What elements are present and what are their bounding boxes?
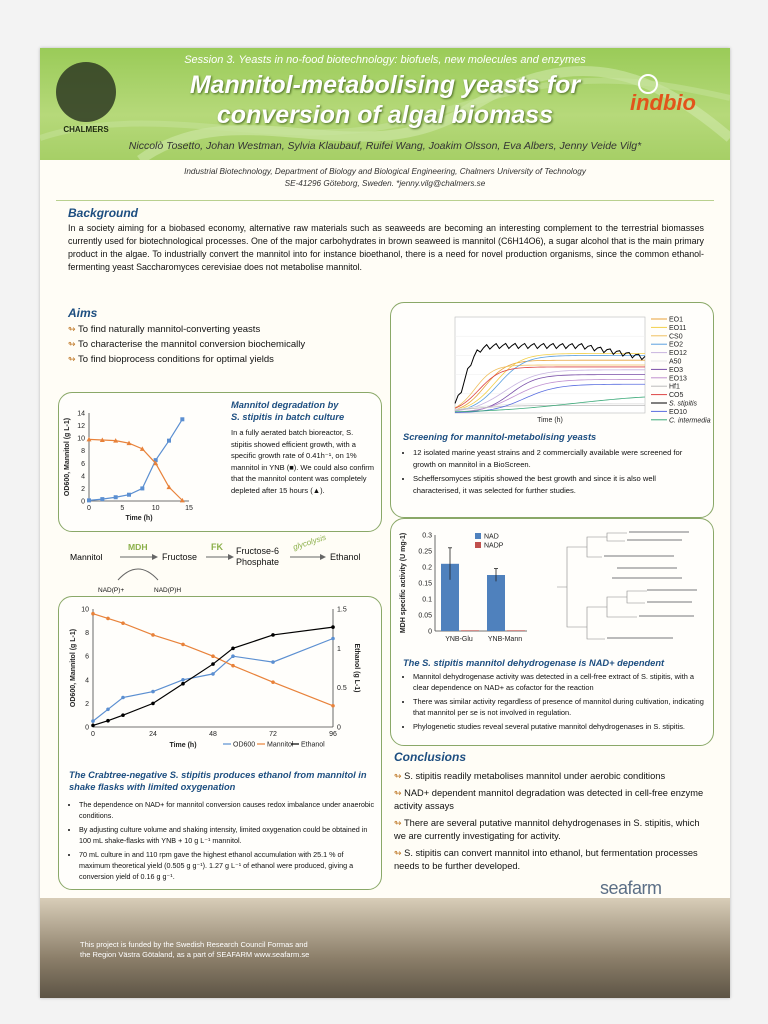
- legend-label: Hf1: [669, 383, 680, 391]
- data-point: [91, 612, 95, 616]
- x-tick-label: 0: [91, 731, 95, 738]
- batch-chart: [61, 395, 201, 531]
- data-point: [167, 485, 172, 490]
- x-axis-label: Time (h): [169, 742, 197, 749]
- arrow-icon: ↬: [394, 788, 402, 798]
- data-point: [151, 702, 155, 706]
- conclusion-item: ↬ There are several putative mannitol dehydrogenases in S. stipitis, which we are currently investigating for activity.: [394, 818, 700, 841]
- y-tick-label: 4: [81, 473, 85, 481]
- y-tick-label: 0: [85, 724, 89, 732]
- aims-list: [68, 322, 305, 367]
- data-point: [211, 672, 215, 676]
- arrow-icon: ↬: [68, 354, 76, 364]
- y-tick-label: 10: [81, 606, 89, 614]
- flask-chart: [65, 599, 365, 769]
- legend-label: CO5: [669, 392, 684, 400]
- y-tick-label: 0.3: [422, 532, 432, 540]
- flask-panel: [58, 596, 382, 890]
- y-tick-label: 2: [85, 700, 89, 708]
- y2-tick-label: 0.5: [337, 685, 347, 693]
- phylogenetic-tree: [547, 527, 707, 647]
- screening-bullet: • Scheffersomyces stipitis showed the best growth and since it is also well characterised, it was selected for further studies.: [413, 473, 703, 496]
- title-line-2: conversion of algal biomass: [216, 101, 554, 129]
- seafarm-logo: seafarm: [600, 878, 662, 898]
- data-point: [211, 662, 215, 666]
- x-axis-label: Time (h): [537, 417, 563, 424]
- nad-bullet: • There was similar activity regardless of presence of mannitol during cultivation, indicating that mannitol per se is not involved in regulation.: [413, 696, 707, 718]
- y-axis-label: OD600, Mannitol (g L-1): [64, 417, 71, 497]
- pathway-mannitol: Mannitol: [70, 552, 103, 562]
- data-point: [100, 497, 104, 501]
- data-point: [211, 654, 215, 658]
- data-point: [271, 633, 275, 637]
- data-point: [231, 664, 235, 668]
- flask-bullet: • 70 mL culture in and 110 rpm gave the highest ethanol accumulation with 25.1 % of maximum theoretical yield (0.505 g g⁻¹). 1.27 g L⁻¹ of ethanol were produced, giving a conversion yield of 0.16 g g⁻¹.: [79, 849, 375, 882]
- x-tick-label: 96: [329, 731, 337, 738]
- data-point: [231, 647, 235, 651]
- flask-caption: The Crabtree-negative S. stipitis produces ethanol from mannitol in shake flasks with limited oxygenation: [69, 770, 367, 792]
- chalmers-logo: CHALMERS: [63, 125, 109, 134]
- nad-bullet: • Mannitol dehydrogenase activity was detected in a cell-free extract of S. stipitis, with a clear dependence on NAD+ as cofactor for the reaction: [413, 671, 707, 693]
- arrow-icon: ↬: [394, 771, 402, 781]
- data-point: [331, 704, 335, 708]
- session-label: Session 3. Yeasts in no-food biotechnology: biofuels, new molecules and enzymes: [184, 54, 586, 66]
- legend-label: EO12: [669, 350, 687, 358]
- arrowhead-icon: [152, 554, 158, 560]
- legend-label: NAD: [484, 533, 499, 541]
- y2-tick-label: 1: [337, 645, 341, 653]
- y-tick-label: 2: [81, 485, 85, 493]
- data-point: [331, 625, 335, 629]
- aim-item: ↬ To characterise the mannitol conversion biochemically: [68, 339, 306, 350]
- chalmers-seal-icon: [56, 62, 116, 122]
- pathway-cofactor-left: NAD(P)+: [98, 587, 125, 594]
- nad-bullet: • Phylogenetic studies reveal several putative mannitol dehydrogenases in S. stipitis.: [413, 721, 707, 732]
- x-tick-label: 10: [151, 505, 160, 512]
- data-point: [87, 498, 91, 502]
- y-tick-label: 0.2: [422, 564, 432, 572]
- y-tick-label: 6: [85, 653, 89, 661]
- pathway-glycolysis: glycolysis: [291, 532, 328, 552]
- legend-label: A50: [669, 358, 682, 366]
- legend-label: Ethanol: [301, 741, 325, 749]
- legend-label: S. stipitis: [669, 400, 698, 408]
- data-point: [106, 617, 110, 621]
- pathway-f6p-1: Fructose-6: [236, 546, 280, 556]
- y2-axis-label: Ethanol (g L-1): [353, 643, 360, 693]
- data-point: [127, 493, 131, 497]
- y-tick-label: 6: [81, 460, 85, 468]
- bar-NADP: [507, 630, 525, 631]
- y2-tick-label: 0: [337, 724, 341, 732]
- arrow-icon: ↬: [68, 324, 76, 334]
- batch-panel: [58, 392, 382, 532]
- arrow-icon: ↬: [68, 339, 76, 349]
- affiliation-line-2: SE-41296 Göteborg, Sweden. *jenny.vilg@chalmers.se: [284, 179, 486, 188]
- data-point: [271, 680, 275, 684]
- nad-chart: [395, 523, 545, 653]
- legend-label: EO10: [669, 408, 687, 416]
- authors: Niccolò Tosetto, Johan Westman, Sylvia Klaubauf, Ruifei Wang, Joakim Olsson, Eva Albers, Jenny Veide Vilg*: [128, 140, 642, 152]
- y-tick-label: 10: [77, 435, 85, 443]
- screening-bullet: • 12 isolated marine yeast strains and 2 commercially available were screened for growth on mannitol in a BioScreen.: [413, 447, 703, 470]
- data-point: [121, 696, 125, 700]
- data-point: [114, 495, 118, 499]
- flask-bullets: [69, 799, 375, 885]
- pathway-fk: FK: [211, 542, 223, 552]
- pathway-fructose: Fructose: [162, 552, 198, 562]
- y-tick-label: 4: [85, 677, 89, 685]
- data-point: [181, 682, 185, 686]
- y-tick-label: 14: [77, 410, 85, 418]
- legend-label: EO13: [669, 375, 687, 383]
- y-tick-label: 0.1: [422, 596, 432, 604]
- legend-label: EO1: [669, 316, 684, 324]
- aim-item: ↬ To find bioprocess conditions for optimal yields: [68, 354, 274, 365]
- legend-label: Mannitol: [267, 741, 294, 749]
- conclusion-item: ↬ S. stipitis readily metabolises mannitol under aerobic conditions: [394, 771, 666, 781]
- data-point: [106, 719, 110, 723]
- screening-bullets: [403, 447, 703, 499]
- y-axis-label: MDH specific activity (U mg-1): [400, 532, 407, 634]
- funding-note: This project is funded by the Swedish Research Council Formas and the Region Västra Götaland, as a part of SEAFARM www.seafarm.se: [80, 940, 310, 959]
- data-point: [121, 713, 125, 717]
- data-point: [167, 439, 171, 443]
- y-tick-label: 0.05: [418, 612, 432, 620]
- flask-bullet: • The dependence on NAD+ for mannitol conversion causes redox imbalance under anaerobic conditions.: [79, 799, 375, 821]
- x-tick-label: 15: [185, 505, 193, 512]
- batch-text: In a fully aerated batch bioreactor, S. stipitis showed efficient growth, with a specific growth rate of 0.41h⁻¹, on 1% mannitol in YNB (■). We could also confirm that the mannitol content was completely depleted after 15 hours (▲).: [231, 428, 375, 495]
- conclusion-item: ↬ NAD+ dependent mannitol degradation was detected in cell-free enzyme activity assays: [394, 788, 704, 811]
- conclusions: [394, 750, 714, 873]
- arrowhead-icon: [320, 554, 326, 560]
- aims-heading: Aims: [68, 306, 98, 320]
- data-point: [91, 724, 95, 728]
- y-tick-label: 0: [81, 498, 85, 506]
- poster: [40, 48, 730, 998]
- series-line-Mannitol: [93, 614, 333, 706]
- legend-swatch: [475, 542, 481, 548]
- data-point: [331, 637, 335, 641]
- screening-chart: [393, 309, 713, 433]
- nad-caption: The S. stipitis mannitol dehydrogenase is NAD+ dependent: [403, 658, 665, 668]
- arrow-icon: ↬: [394, 848, 402, 858]
- y2-tick-label: 1.5: [337, 606, 347, 614]
- pathway-mdh: MDH: [128, 542, 148, 552]
- arrowhead-icon: [228, 554, 234, 560]
- y-axis-label: OD600, Mannitol (g L-1): [70, 628, 77, 708]
- y-tick-label: 8: [85, 630, 89, 638]
- x-tick-label: 48: [209, 731, 217, 738]
- conclusion-item: ↬ S. stipitis can convert mannitol into ethanol, but fermentation processes needs to be further developed.: [394, 848, 698, 871]
- pathway-ethanol: Ethanol: [330, 552, 361, 562]
- data-point: [140, 486, 144, 490]
- series-line-OD600: [93, 639, 333, 722]
- indbio-logo: indbio: [630, 90, 696, 115]
- legend-label: C. intermedia: [669, 417, 711, 425]
- x-tick-label: 72: [269, 731, 277, 738]
- y-tick-label: 0.15: [418, 580, 432, 588]
- legend-label: OD600: [233, 741, 256, 749]
- series-line-Ethanol: [93, 627, 333, 725]
- data-point: [181, 643, 185, 647]
- bar-NAD: [487, 575, 505, 631]
- legend-label: EO11: [669, 324, 687, 332]
- y-tick-label: 0.25: [418, 548, 432, 556]
- x-tick-label: 24: [149, 731, 157, 738]
- poster-title: [140, 70, 630, 130]
- legend-label: EO2: [669, 341, 684, 349]
- data-point: [271, 660, 275, 664]
- pathway-diagram: [58, 530, 378, 600]
- data-point: [151, 633, 155, 637]
- category-label: YNB-Glu: [445, 636, 473, 643]
- legend-label: NADP: [484, 542, 504, 550]
- data-point: [121, 621, 125, 625]
- cofactor-arc: [118, 569, 158, 580]
- legend-label: EO3: [669, 366, 684, 374]
- aim-item: ↬ To find naturally mannitol-converting yeasts: [68, 324, 261, 335]
- screening-panel: [390, 302, 714, 518]
- y-tick-label: 12: [77, 423, 85, 431]
- nad-panel: [390, 518, 714, 746]
- arrow-icon: ↬: [394, 818, 402, 828]
- pathway-f6p-2: Phosphate: [236, 557, 280, 567]
- flask-bullet: • By adjusting culture volume and shaking intensity, limited oxygenation could be obtained in 100 mL shake-flasks with YNB + 10 g L⁻¹ mannitol.: [79, 824, 375, 846]
- conclusions-heading: Conclusions: [394, 750, 467, 764]
- affiliation-line-1: Industrial Biotechnology, Department of Biology and Biological Engineering, Chalmers University of Technology: [184, 167, 586, 176]
- batch-caption: Mannitol degradation by S. stipitis in batch culture: [231, 400, 345, 422]
- header-divider: [56, 200, 714, 201]
- category-label: YNB-Mann: [487, 636, 523, 643]
- data-point: [180, 417, 184, 421]
- x-tick-label: 0: [87, 505, 91, 512]
- x-axis-label: Time (h): [125, 515, 153, 522]
- data-point: [106, 708, 110, 712]
- legend-label: CS0: [669, 333, 683, 341]
- data-point: [181, 678, 185, 682]
- x-tick-label: 5: [120, 505, 125, 512]
- title-line-1: Mannitol-metabolising yeasts for: [189, 71, 581, 99]
- bar-NADP: [461, 630, 479, 631]
- data-point: [151, 690, 155, 694]
- affiliation: [40, 166, 730, 190]
- nad-bullets: [403, 671, 707, 735]
- screening-caption: Screening for mannitol-metabolising yeasts: [403, 432, 597, 442]
- y-tick-label: 8: [81, 448, 85, 456]
- background-heading: Background: [68, 206, 139, 220]
- y-tick-label: 0: [428, 628, 432, 636]
- background-text: In a society aiming for a biobased economy, alternative raw materials such as seaweeds are becoming an interesting complement to the terrestrial biomasses currently used for biotechnological processes. One of the major carbohydrates in brown seaweed is mannitol (C6H14O6), a sugar alcohol that is the main primary product in the algae. To industrially convert the mannitol into for instance bioethanol, there is a need for novel production organisms, since the common ethanol-fermenting yeast Saccharomyces cerevisiae does not metabolise mannitol.: [68, 223, 704, 272]
- legend-swatch: [475, 533, 481, 539]
- data-point: [91, 719, 95, 723]
- pathway-cofactor-right: NAD(P)H: [154, 587, 182, 594]
- data-point: [231, 654, 235, 658]
